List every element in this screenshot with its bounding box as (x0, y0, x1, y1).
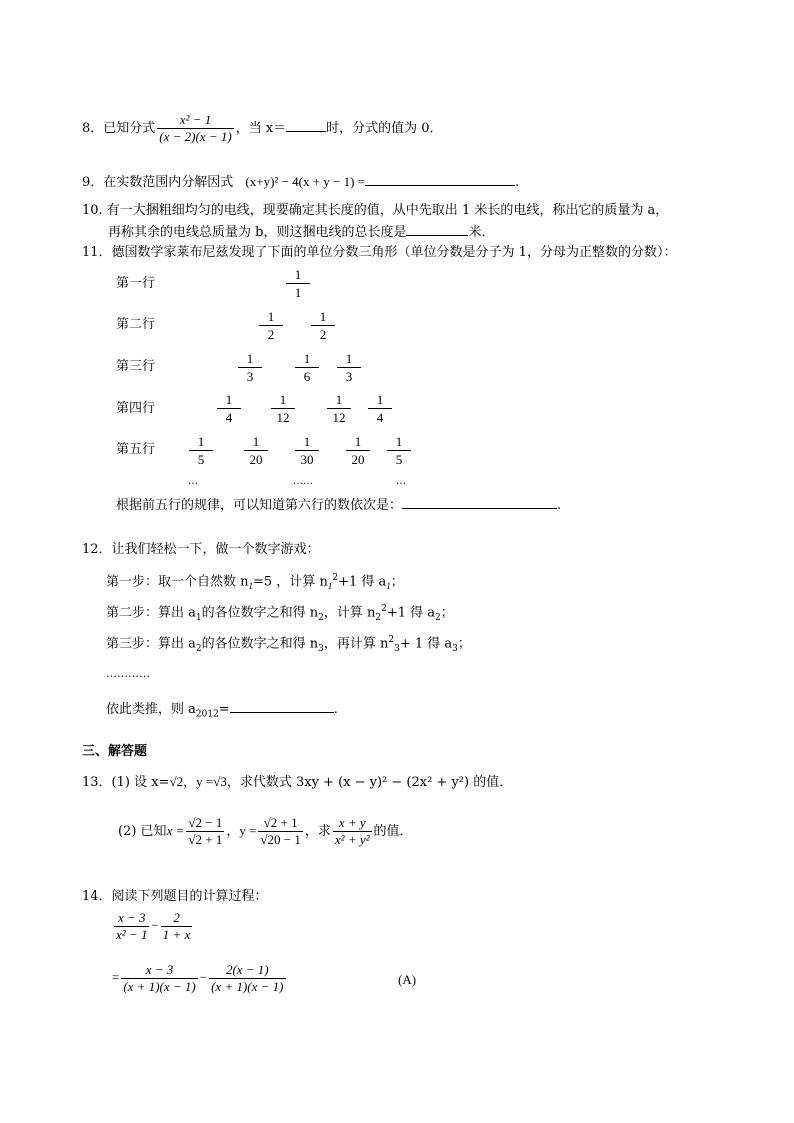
q14-line2: = $\frac{x - 3}{(x + 1)(x - 1)}$ − $\frac{2(x - 1)}{(x + 1)(x - 1)}$ (112, 962, 284, 994)
q8-fraction-numerator: x² − 1 (157, 112, 233, 129)
q13-fraction-y: $\frac{√2 + 1}{√20 - 1}$ (260, 815, 301, 847)
q12-dots: ………… (106, 667, 150, 680)
q8-prefix: 8．已知分式 (82, 121, 156, 136)
triangle-fraction: 1 6 (295, 350, 319, 385)
q12-answer-blank[interactable] (230, 700, 334, 713)
q14-fraction-c: $\frac{x - 3}{(x + 1)(x - 1)}$ (123, 962, 196, 994)
q13-part1: 13．(1) 设 x=√2，y =√3，求代数式 3xy + (x − y)² − (2x² + y²) 的值． (82, 774, 513, 790)
q12-step2: 第二步：算出 $a_1$的各位数字之和得 $n_2$，计算 $n_2^2+1$ 得 $a_2$； (106, 604, 454, 623)
q13-fraction-x: $\frac{√2 - 1}{√2 + 1}$ (188, 815, 223, 847)
q11-row-label-2: 第二行 (116, 317, 156, 332)
sqrt2: √2 (169, 774, 184, 789)
q14-fraction-b: $\frac{2}{1 + x}$ (162, 910, 191, 942)
q13-fraction-query: $\frac{x + y}{\text{x² + y²}}$ (334, 815, 370, 847)
q9-answer-blank[interactable] (365, 173, 515, 186)
sqrt3: √3 (213, 774, 227, 789)
q8-answer-blank[interactable] (286, 119, 326, 132)
q14-tag: (A) (398, 972, 417, 987)
q11-dots-right: … (396, 476, 406, 487)
q11-ask-text: 根据前五行的规律，可以知道第六行的数依次是： (116, 498, 403, 513)
q14-fraction-d: $\frac{2(x - 1)}{(x + 1)(x - 1)}$ (211, 962, 284, 994)
q9 (82, 173, 519, 189)
triangle-fraction: 1 20 (346, 433, 370, 468)
triangle-fraction: 1 4 (368, 391, 392, 426)
q11-answer-blank[interactable] (402, 496, 557, 509)
triangle-fraction: 1 12 (327, 391, 351, 426)
q11-row-label-1: 第一行 (116, 276, 156, 291)
q12-step3: 第三步：算出 $a_2$的各位数字之和得 $n_3$，再计算 $n^2_3+ 1$ 得 $a_3$； (106, 635, 471, 654)
q11-row-label-5: 第五行 (116, 442, 156, 457)
triangle-fraction: 1 3 (238, 350, 262, 385)
q8-fraction-denominator: (x − 2)(x − 1) (159, 129, 232, 144)
q10-line1: 10. 有一大捆粗细均匀的电线，现要确定其长度的值，从中先取出 1 米长的电线，称出它的质量为 a， (82, 203, 669, 218)
section-title: 三、解答题 (82, 744, 148, 759)
q8-suffix: 时，分式的值为 0． (326, 121, 443, 136)
triangle-fraction: 1 1 (286, 266, 310, 301)
q11-intro: 11．德国数学家莱布尼兹发现了下面的单位分数三角形（单位分数是分子为 1，分母为正整数的分数）： (82, 245, 677, 260)
q11-dots-left: … (188, 476, 198, 487)
q9-prefix: 9．在实数范围内分解因式 (82, 175, 234, 190)
triangle-fraction: 1 2 (311, 308, 335, 343)
q11-dots-middle: …… (293, 476, 313, 487)
q12-last: 依此类推，则 $a_{2012}=$ . (106, 702, 338, 720)
triangle-fraction: 1 2 (259, 308, 283, 343)
q9-expression: (x+y)² − 4(x + y − 1) = (245, 174, 366, 189)
triangle-fraction: 1 30 (295, 433, 319, 468)
q9-suffix: . (515, 175, 520, 190)
q8 (82, 112, 443, 145)
q14-title: 14．阅读下列题目的计算过程： (82, 889, 268, 904)
q14-line1: $\frac{x - 3}{\text{x² − 1}}$ − $\frac{2}{1 + x}$ (116, 910, 191, 942)
q8-middle: ，当 x＝ (235, 121, 287, 136)
triangle-fraction: 1 5 (387, 433, 411, 468)
q11-row-label-3: 第三行 (116, 359, 156, 374)
q8-fraction (157, 112, 233, 145)
triangle-fraction: 1 12 (271, 391, 295, 426)
triangle-fraction: 1 3 (337, 350, 361, 385)
q12-title: 12．让我们轻松一下，做一个数字游戏： (82, 542, 320, 557)
q10-line2-end: 米． (468, 225, 495, 240)
q10-line2 (108, 223, 494, 239)
q12-step1: 第一步：取一个自然数 $n_1=5$ ，计算 $n_1^2+1$ 得 $a_1$； (106, 573, 404, 591)
q13-part2: (2) 已知x = $\frac{√2 - 1}{√2 + 1}$ ，y = $\frac{√2 + 1}{√20 - 1}$ ，求 $\frac{x + y}{\text{x² + y²}}$ 的值． (118, 815, 413, 847)
triangle-fraction: 1 20 (244, 433, 268, 468)
q11-ask-end: . (557, 498, 562, 513)
q11-ask (116, 496, 561, 512)
triangle-fraction: 1 4 (217, 391, 241, 426)
q10-line2-text: 再称其余的电线总质量为 b，则这捆电线的总长度是 (108, 225, 407, 240)
triangle-fraction: 1 5 (189, 433, 213, 468)
q11-row-label-4: 第四行 (116, 401, 156, 416)
q10-answer-blank[interactable] (406, 223, 468, 236)
q14-fraction-a: $\frac{x - 3}{\text{x² − 1}}$ (116, 910, 148, 942)
